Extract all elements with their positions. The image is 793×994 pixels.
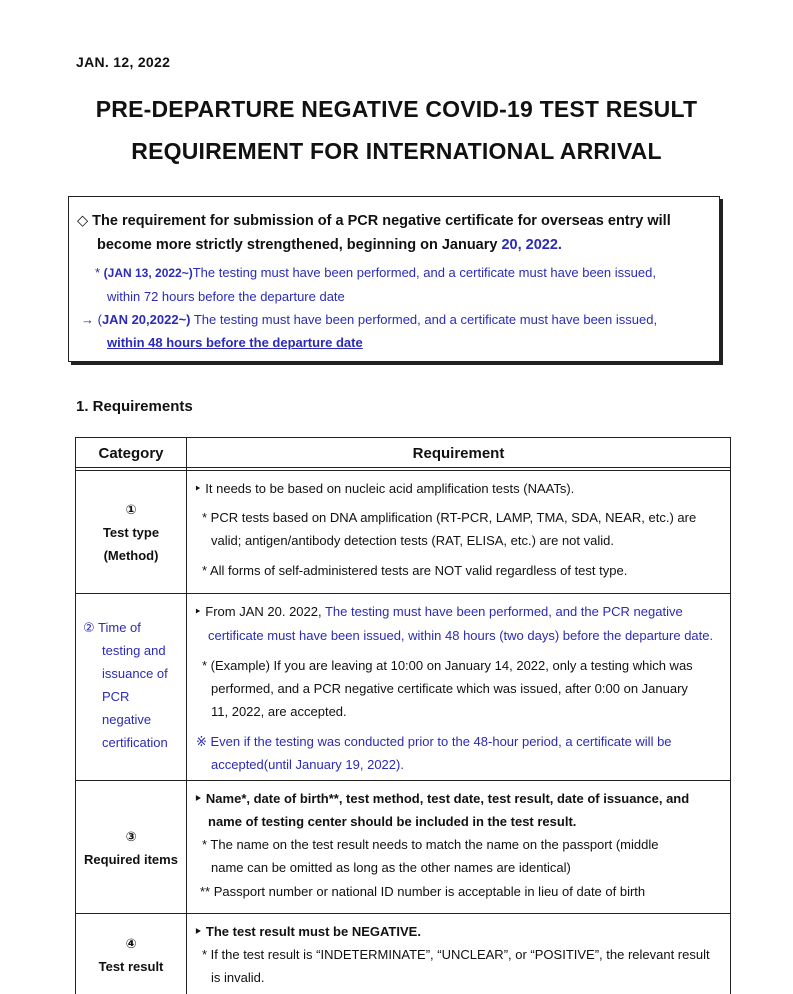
row4-line1: ‣ The test result must be NEGATIVE. xyxy=(194,924,421,939)
row1-number: ① xyxy=(125,502,137,517)
row2-line1 xyxy=(194,604,683,620)
notice-star-mark: * xyxy=(95,265,104,280)
row3-line4: name can be omitted as long as the other names are identical) xyxy=(211,860,571,875)
row1-line3: valid; antigen/antibody detection tests (RAT, ELISA, etc.) are not valid. xyxy=(211,533,614,548)
row2-category-line: ② Time of xyxy=(83,620,141,635)
notice-line1: ◇ The requirement for submission of a PCR negative certificate for overseas entry will xyxy=(77,213,671,229)
row3-category: Required items xyxy=(84,852,178,867)
notice-arrow-line xyxy=(81,312,657,327)
row1-line2: * PCR tests based on DNA amplification (RT-PCR, LAMP, TMA, SDA, NEAR, etc.) are xyxy=(202,510,697,525)
row4-line2: * If the test result is “INDETERMINATE”, “UNCLEAR”, or “POSITIVE”, the relevant result xyxy=(202,947,710,962)
row2-line3: * (Example) If you are leaving at 10:00 on January 14, 2022, only a testing which was xyxy=(202,658,693,673)
notice-star-line2: within 72 hours before the departure date xyxy=(107,289,345,304)
document-title-line2: REQUIREMENT FOR INTERNATIONAL ARRIVAL xyxy=(131,138,662,164)
row2-line7: accepted(until January 19, 2022). xyxy=(211,757,404,772)
row2-line4: performed, and a PCR negative certificate which was issued, after 0:00 on January xyxy=(211,681,688,696)
row2-category-line: PCR xyxy=(102,689,130,704)
column-header-requirement: Requirement xyxy=(412,445,505,462)
row2-category-line: negative xyxy=(102,712,152,727)
row2-line1-highlight: The testing must have been performed, and the PCR negative xyxy=(324,604,683,619)
row1-category-sub: (Method) xyxy=(103,548,159,563)
row3-line3: * The name on the test result needs to match the name on the passport (middle xyxy=(202,837,659,852)
row3-line5: ** Passport number or national ID number is acceptable in lieu of date of birth xyxy=(200,884,646,899)
notice-star-text: The testing must have been performed, and a certificate must have been issued, xyxy=(192,265,656,280)
notice-arrow-line2: within 48 hours before the departure date xyxy=(107,335,363,350)
notice-line2-text: become more strictly strengthened, beginning on January xyxy=(97,237,502,253)
notice-arrow-mark: → ( xyxy=(81,312,102,327)
section-title: 1. Requirements xyxy=(76,398,193,415)
row2-line2: certificate must have been issued, within 48 hours (two days) before the departure date. xyxy=(208,628,714,643)
header-divider-double xyxy=(76,470,730,471)
notice-line2 xyxy=(97,237,562,253)
row1-line1: ‣ It needs to be based on nucleic acid amplification tests (NAATs). xyxy=(194,481,575,496)
row-divider xyxy=(76,913,730,914)
requirements-table xyxy=(75,437,731,994)
row-divider xyxy=(76,780,730,781)
row3-number: ③ xyxy=(125,829,137,844)
row2-category-line: testing and xyxy=(102,643,166,658)
row1-category: Test type xyxy=(102,525,160,540)
column-header-category: Category xyxy=(98,445,164,462)
row4-number: ④ xyxy=(125,936,137,951)
notice-star-line xyxy=(95,265,656,280)
row3-line1: ‣ Name*, date of birth**, test method, test date, test result, date of issuance, and xyxy=(194,791,690,806)
row2-line1-lead: ‣ From JAN 20. 2022, xyxy=(194,604,325,619)
row1-line4: * All forms of self-administered tests are NOT valid regardless of test type. xyxy=(202,563,628,578)
row2-line5: 11, 2022, are accepted. xyxy=(211,704,347,719)
notice-date-highlight: 20, 2022. xyxy=(501,237,562,253)
row2-category-line: certification xyxy=(102,735,168,750)
notice-box xyxy=(68,196,720,362)
document-title-line1: PRE-DEPARTURE NEGATIVE COVID-19 TEST RESULT xyxy=(95,96,698,122)
notice-arrow-text: The testing must have been performed, and a certificate must have been issued, xyxy=(190,312,658,327)
notice-arrow-date: JAN 20,2022~) xyxy=(101,312,191,327)
row4-line3: is invalid. xyxy=(211,970,265,985)
row3-line2: name of testing center should be included in the test result. xyxy=(208,814,577,829)
notice-star-date: (JAN 13, 2022~) xyxy=(103,266,193,280)
row4-category: Test result xyxy=(98,959,164,974)
row-divider xyxy=(76,593,730,594)
header-divider xyxy=(76,467,730,468)
document-date: JAN. 12, 2022 xyxy=(76,54,171,70)
row2-line6: ※ Even if the testing was conducted prior to the 48-hour period, a certificate will be xyxy=(196,734,672,749)
row2-category-line: issuance of xyxy=(102,666,168,681)
